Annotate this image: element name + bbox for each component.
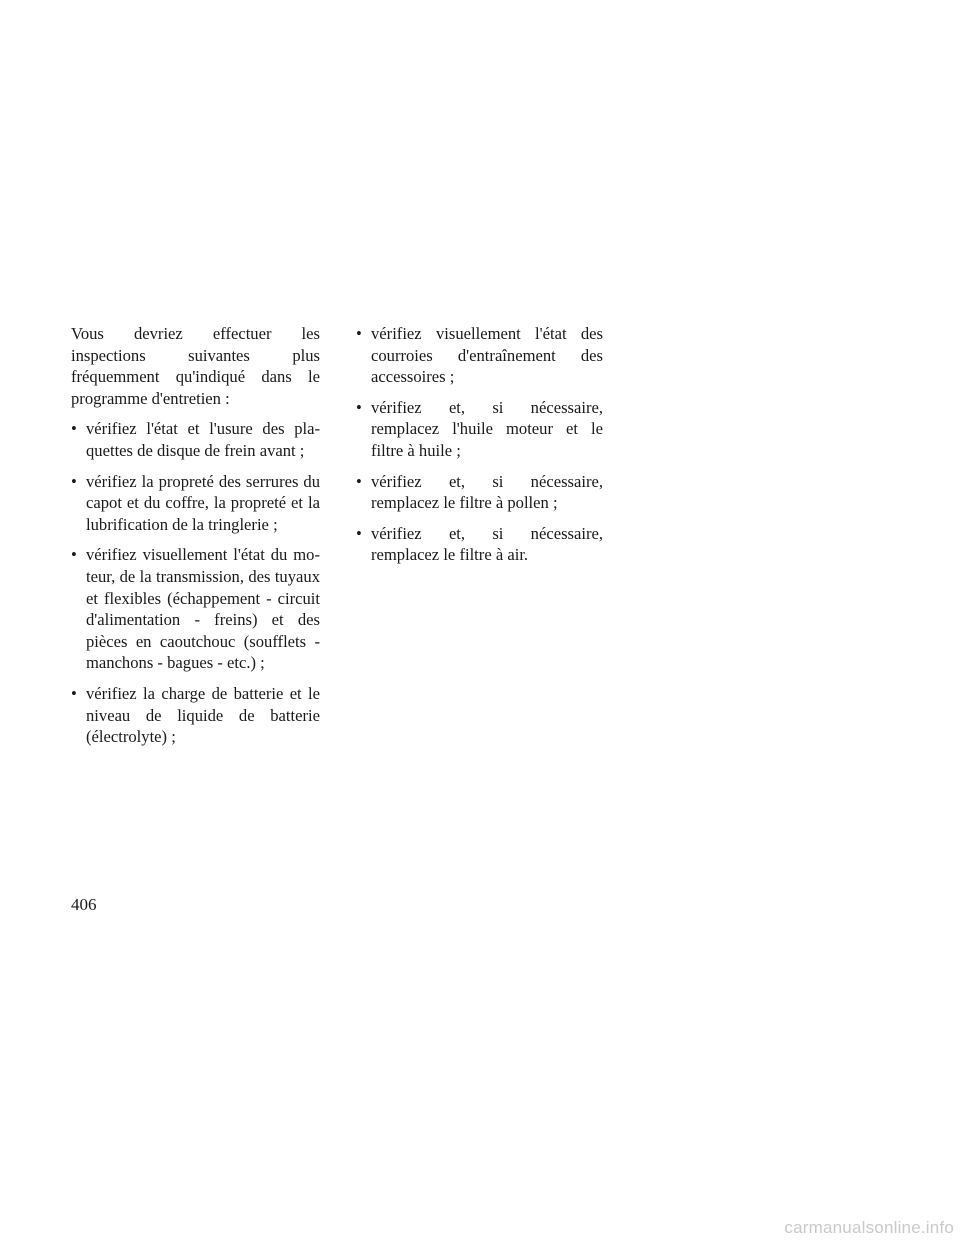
list-item-text: vérifiez et, si nécessaire, remplacez l'huile moteur et le filtre à huile ; xyxy=(371,397,603,460)
list-item-text: vérifiez et, si nécessaire, remplacez le filtre à air. xyxy=(371,523,603,565)
bullet-icon: • xyxy=(71,683,77,703)
right-bullet-list xyxy=(356,323,603,566)
list-item-text: vérifiez l'état et l'usure des plaquettes de disque de frein avant ; xyxy=(86,419,320,460)
list-item-text: vérifiez et, si nécessaire, remplacez le filtre à pollen ; xyxy=(371,471,603,513)
list-item xyxy=(71,683,320,748)
left-bullet-list xyxy=(71,418,320,747)
bullet-icon: • xyxy=(71,545,77,565)
bullet-icon: • xyxy=(356,324,362,343)
right-column xyxy=(356,323,603,575)
left-column xyxy=(71,323,320,757)
bullet-icon: • xyxy=(71,471,77,491)
intro-paragraph: Vous devriez effectuer les inspections suivantes plus fréquemment qu'indiqué dans le programme d'entretien : xyxy=(71,324,320,408)
list-item xyxy=(356,323,603,388)
bullet-icon: • xyxy=(356,471,362,491)
bullet-icon: • xyxy=(71,419,77,439)
watermark: carmanualsonline.info xyxy=(784,1218,954,1237)
list-item xyxy=(71,544,320,674)
bullet-icon: • xyxy=(356,397,362,417)
list-item-text: vérifiez visuellement l'état du moteur, de la transmission, des tuyaux et flexibles (échappement - circuit d'alimentation - freins) et des pièces en caoutchouc (soufflets - manchons - bagues - etc.) ; xyxy=(86,545,320,673)
page-number: 406 xyxy=(71,895,97,914)
list-item xyxy=(71,418,320,461)
list-item-text: vérifiez la propreté des serrures du capot et du coffre, la propreté et la lubrification de la tringlerie ; xyxy=(86,471,320,534)
list-item xyxy=(356,397,603,462)
list-item xyxy=(356,471,603,514)
list-item xyxy=(356,523,603,566)
list-item-text: vérifiez visuellement l'état des courroies d'entraînement des accessoires ; xyxy=(371,324,603,387)
list-item-text: vérifiez la charge de batterie et le niveau de liquide de batterie (électrolyte) ; xyxy=(86,683,320,747)
bullet-icon: • xyxy=(356,523,362,543)
list-item xyxy=(71,471,320,536)
